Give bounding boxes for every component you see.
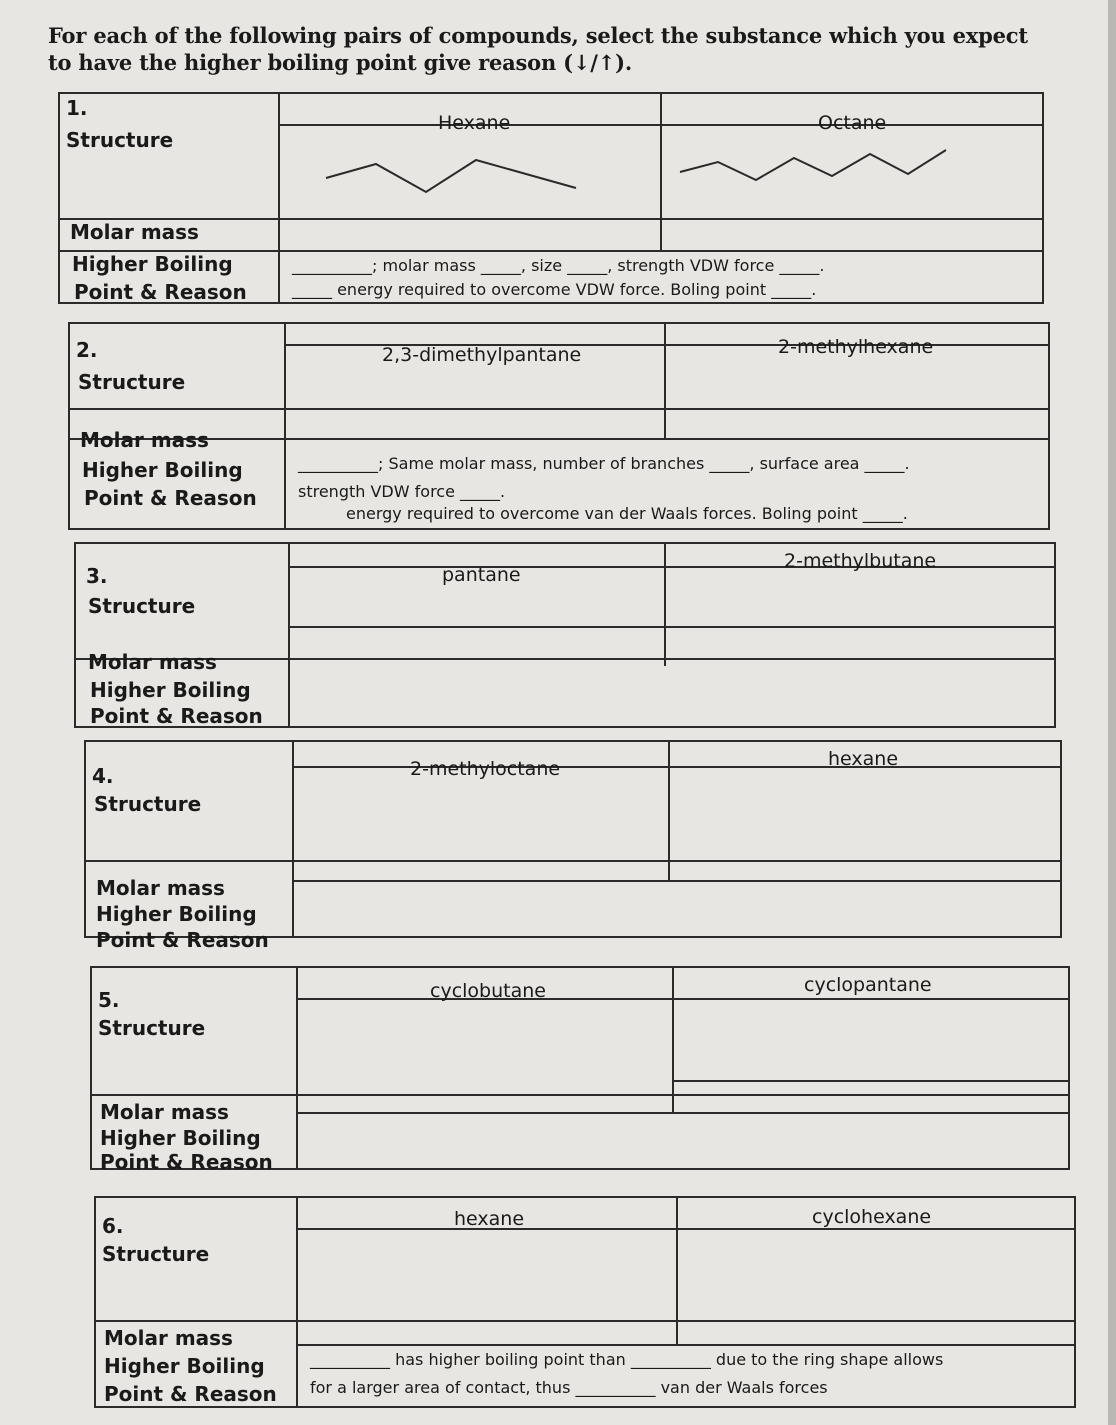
compound-b-name: Octane [818, 112, 887, 134]
structure-label: Structure [66, 128, 174, 152]
pair-2-reason-line-1: __________; Same molar mass, number of branches _____, surface area _____. [298, 454, 910, 473]
point-reason-label: Point & Reason [74, 280, 247, 304]
pair-1-number: 1. [66, 96, 88, 120]
pair-6-reason-line-1: __________ has higher boiling point than __________ due to the ring shape allows [310, 1350, 944, 1369]
instructions-line-2: to have the higher boiling point give reason (↓/↑). [48, 50, 632, 75]
compound-a-name: hexane [454, 1208, 525, 1230]
instructions-line-1: For each of the following pairs of compounds, select the substance which you expect [48, 23, 1028, 48]
compound-a-name: Hexane [438, 112, 511, 134]
pair-6-table [94, 1196, 1076, 1408]
pair-2-reason-line-3: energy required to overcome van der Waals forces. Boling point _____. [346, 504, 908, 523]
octane-skeletal-structure [676, 146, 966, 196]
higher-boiling-label: Higher Boiling [96, 902, 257, 926]
compound-b-name: cyclopantane [804, 974, 932, 996]
structure-label: Structure [102, 1242, 210, 1266]
point-reason-label: Point & Reason [84, 486, 257, 510]
molar-mass-label: Molar mass [100, 1100, 229, 1124]
molar-mass-label: Molar mass [88, 650, 217, 674]
molar-mass-label: Molar mass [96, 876, 225, 900]
higher-boiling-label: Higher Boiling [72, 252, 233, 276]
compound-b-name: 2-methylhexane [778, 336, 934, 358]
structure-label: Structure [78, 370, 186, 394]
structure-label: Structure [88, 594, 196, 618]
point-reason-label: Point & Reason [104, 1382, 277, 1406]
compound-a-name: 2,3-dimethylpantane [382, 344, 582, 366]
structure-label: Structure [98, 1016, 206, 1040]
compound-a-name: 2-methyloctane [410, 758, 561, 780]
pair-4-table [84, 740, 1062, 952]
higher-boiling-label: Higher Boiling [104, 1354, 265, 1378]
instructions [48, 22, 1048, 76]
molar-mass-label: Molar mass [104, 1326, 233, 1350]
point-reason-label: Point & Reason [100, 1150, 273, 1174]
pair-3-table [74, 542, 1056, 728]
compound-a-name: pantane [442, 564, 521, 586]
compound-b-name: hexane [828, 748, 899, 770]
pair-2-number: 2. [76, 338, 98, 362]
pair-3-number: 3. [86, 564, 108, 588]
page-edge [1108, 0, 1116, 1425]
pair-2-table [68, 322, 1050, 530]
point-reason-label: Point & Reason [96, 928, 269, 952]
compound-b-name: cyclohexane [812, 1206, 932, 1228]
point-reason-label: Point & Reason [90, 704, 263, 728]
pair-5-table [90, 966, 1070, 1174]
pair-2-reason-line-2: strength VDW force _____. [298, 482, 506, 501]
compound-b-name: 2-methylbutane [784, 550, 937, 572]
higher-boiling-label: Higher Boiling [82, 458, 243, 482]
pair-1-reason-line-1: __________; molar mass _____, size _____, strength VDW force _____. [292, 256, 825, 275]
pair-4-number: 4. [92, 764, 114, 788]
pair-6-reason-line-2: for a larger area of contact, thus __________ van der Waals forces [310, 1378, 828, 1397]
molar-mass-label: Molar mass [70, 220, 199, 244]
compound-a-name: cyclobutane [430, 980, 546, 1002]
hexane-skeletal-structure [320, 152, 590, 202]
pair-6-number: 6. [102, 1214, 124, 1238]
higher-boiling-label: Higher Boiling [90, 678, 251, 702]
pair-5-number: 5. [98, 988, 120, 1012]
structure-label: Structure [94, 792, 202, 816]
molar-mass-label: Molar mass [80, 428, 209, 452]
pair-1-reason-line-2: _____ energy required to overcome VDW force. Boling point _____. [292, 280, 817, 299]
pair-1-table [58, 92, 1044, 304]
higher-boiling-label: Higher Boiling [100, 1126, 261, 1150]
